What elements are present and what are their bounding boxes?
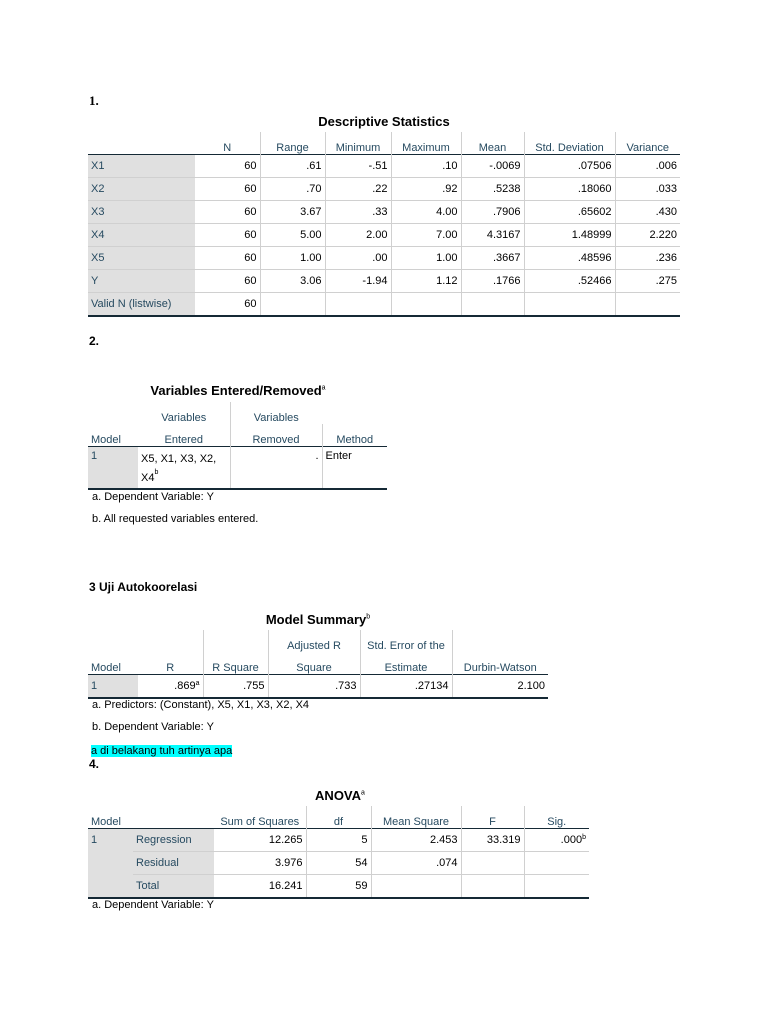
cell: .00 (325, 247, 391, 270)
cell: .92 (391, 178, 461, 201)
cell: 1.00 (391, 247, 461, 270)
entered-line-2-text: X4 (141, 472, 155, 484)
cell: 3.976 (214, 852, 306, 875)
table-row (88, 447, 387, 490)
row-label: 1 (88, 829, 133, 899)
column-header: Method (322, 424, 387, 447)
anova-table (88, 806, 589, 899)
row-label: X2 (88, 178, 195, 201)
row-label: Regression (133, 829, 214, 852)
row-label: X5 (88, 247, 195, 270)
cell: 4.3167 (461, 224, 524, 247)
cell: 59 (306, 875, 371, 899)
header-cell (138, 630, 203, 652)
column-header: Std. Error of the (360, 630, 452, 652)
cell: 60 (195, 293, 260, 317)
r-value: .869 (174, 680, 196, 692)
column-header: Minimum (325, 132, 391, 155)
footnote-a: a. Dependent Variable: Y (92, 899, 214, 911)
column-header: F (461, 806, 524, 829)
row-label: 1 (88, 675, 138, 699)
table-header-row (88, 806, 589, 829)
title-text: Variables Entered/Removed (150, 383, 322, 398)
cell (615, 293, 680, 317)
cell: .7906 (461, 201, 524, 224)
column-header: Model (91, 434, 121, 446)
cell: 60 (195, 178, 260, 201)
cell: .18060 (524, 178, 615, 201)
descriptive-statistics-title: Descriptive Statistics (318, 114, 450, 129)
column-header: Variance (615, 132, 680, 155)
table-header-row (88, 132, 680, 155)
cell: 60 (195, 201, 260, 224)
cell: 5 (306, 829, 371, 852)
table-row (88, 293, 680, 317)
row-label: Total (133, 875, 214, 899)
table-row (88, 829, 589, 852)
table-row (88, 247, 680, 270)
cell (524, 875, 589, 899)
cell (138, 675, 203, 699)
cell: -.51 (325, 155, 391, 178)
column-header: Std. Deviation (524, 132, 615, 155)
row-label: Valid N (listwise) (88, 293, 195, 317)
row-label: X3 (88, 201, 195, 224)
table-row (88, 201, 680, 224)
cell: .236 (615, 247, 680, 270)
cell: . (230, 447, 322, 490)
column-header: Variables (230, 402, 322, 424)
highlighted-comment-text: a di belakang tuh artinya apa (91, 745, 233, 757)
cell: .3667 (461, 247, 524, 270)
header-cell (452, 630, 548, 652)
table-header-row (88, 630, 548, 652)
table-header-row (88, 402, 387, 424)
highlighted-comment (91, 741, 232, 759)
cell: 60 (195, 270, 260, 293)
entered-line-2 (141, 469, 227, 488)
column-header: Range (260, 132, 325, 155)
column-header: Entered (164, 434, 204, 446)
cell: .10 (391, 155, 461, 178)
table-row (88, 675, 548, 699)
anova-title (290, 788, 390, 803)
cell: .48596 (524, 247, 615, 270)
column-header: Durbin-Watson (452, 652, 548, 675)
corner-cell (88, 132, 195, 155)
cell: 12.265 (214, 829, 306, 852)
section-4-number: 4. (89, 757, 100, 771)
variables-entered-removed-title (140, 383, 336, 398)
column-header: N (223, 142, 232, 154)
row-label: 1 (88, 447, 138, 490)
row-label: X4 (88, 224, 195, 247)
column-header: Sig. (524, 806, 589, 829)
table-row (88, 875, 589, 899)
column-header: Mean Square (371, 806, 461, 829)
cell: 2.00 (325, 224, 391, 247)
column-header: Model (91, 816, 121, 828)
cell: .074 (371, 852, 461, 875)
cell: 54 (306, 852, 371, 875)
cell (260, 293, 325, 317)
table-row (88, 270, 680, 293)
column-header: Removed (230, 424, 322, 447)
cell: .006 (615, 155, 680, 178)
cell: 1.48999 (524, 224, 615, 247)
cell: 3.06 (260, 270, 325, 293)
variables-entered-removed-table (88, 402, 387, 490)
column-header: Mean (461, 132, 524, 155)
cell (524, 829, 589, 852)
cell: .033 (615, 178, 680, 201)
cell: .33 (325, 201, 391, 224)
sig-value: .000 (560, 834, 583, 846)
header-cell (88, 402, 138, 424)
footnote-marker: a (195, 680, 200, 687)
cell: 2.453 (371, 829, 461, 852)
cell: .430 (615, 201, 680, 224)
model-summary-table (88, 630, 548, 699)
cell (524, 293, 615, 317)
cell: .755 (203, 675, 268, 699)
header-cell (88, 630, 138, 652)
cell: 2.220 (615, 224, 680, 247)
cell (138, 447, 230, 490)
cell: -1.94 (325, 270, 391, 293)
title-footnote-marker: b (366, 613, 371, 621)
cell (461, 875, 524, 899)
table-row (88, 852, 589, 875)
cell: .22 (325, 178, 391, 201)
title-text: Model Summary (265, 612, 367, 627)
cell: 60 (195, 224, 260, 247)
cell: 7.00 (391, 224, 461, 247)
footnote-marker: b (154, 469, 159, 476)
entered-line-1: X5, X1, X3, X2, (141, 453, 217, 465)
row-label: X1 (88, 155, 195, 178)
column-header: Adjusted R (268, 630, 360, 652)
footnote-b: b. Dependent Variable: Y (92, 721, 214, 733)
footnote-marker: b (582, 834, 586, 841)
cell: 2.100 (452, 675, 548, 699)
row-label: Y (88, 270, 195, 293)
column-header: Estimate (360, 652, 452, 675)
cell: .70 (260, 178, 325, 201)
title-footnote-marker: a (361, 789, 365, 797)
title-text: ANOVA (315, 788, 362, 803)
footnote-b: b. All requested variables entered. (92, 513, 259, 525)
table-row (88, 155, 680, 178)
table-header-row (88, 424, 387, 447)
cell: 3.67 (260, 201, 325, 224)
row-label: Residual (133, 852, 214, 875)
cell: -.0069 (461, 155, 524, 178)
header-cell (203, 630, 268, 652)
cell: .27134 (360, 675, 452, 699)
section-2-number: 2. (89, 334, 100, 348)
column-header: Variables (161, 412, 207, 424)
column-header: Model (91, 662, 121, 674)
title-footnote-marker: a (321, 384, 326, 392)
cell: .5238 (461, 178, 524, 201)
section-1-number: 1. (89, 93, 99, 108)
model-summary-title (250, 612, 386, 627)
cell: Enter (322, 447, 387, 490)
header-cell (133, 806, 214, 829)
table-header-row (88, 652, 548, 675)
footnote-a: a. Dependent Variable: Y (92, 491, 214, 503)
cell: 60 (195, 247, 260, 270)
column-header: Square (268, 652, 360, 675)
cell: .65602 (524, 201, 615, 224)
cell: .733 (268, 675, 360, 699)
cell (524, 852, 589, 875)
column-header: Sum of Squares (220, 816, 300, 828)
cell (325, 293, 391, 317)
cell: 1.00 (260, 247, 325, 270)
table-row (88, 178, 680, 201)
cell: 5.00 (260, 224, 325, 247)
cell: .61 (260, 155, 325, 178)
cell: 1.12 (391, 270, 461, 293)
section-3-heading: 3 Uji Autokoorelasi (89, 580, 198, 594)
cell (461, 852, 524, 875)
column-header: R (166, 662, 175, 674)
cell: .275 (615, 270, 680, 293)
cell: .07506 (524, 155, 615, 178)
cell: 4.00 (391, 201, 461, 224)
column-header: R Square (203, 652, 268, 675)
column-header: df (306, 806, 371, 829)
table-row (88, 224, 680, 247)
cell: .1766 (461, 270, 524, 293)
cell: .52466 (524, 270, 615, 293)
column-header: Maximum (391, 132, 461, 155)
header-cell (322, 402, 387, 424)
descriptive-statistics-table (88, 132, 680, 317)
cell (391, 293, 461, 317)
cell: 60 (195, 155, 260, 178)
cell (461, 293, 524, 317)
footnote-a: a. Predictors: (Constant), X5, X1, X3, X2, X4 (92, 699, 310, 711)
cell: 33.319 (461, 829, 524, 852)
cell (371, 875, 461, 899)
cell: 16.241 (214, 875, 306, 899)
